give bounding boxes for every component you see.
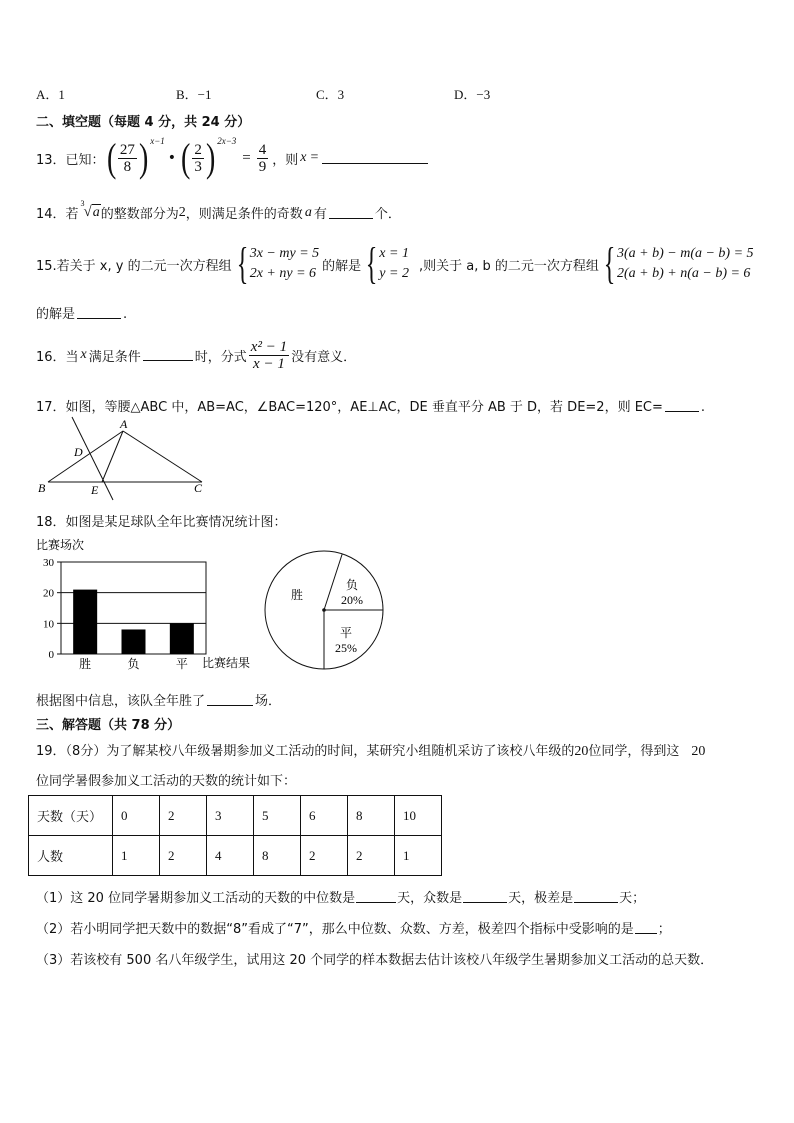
table-cell: 2: [301, 836, 348, 876]
q13-fraction-2: $\frac{2}{3}$: [194, 141, 202, 175]
table-cell: 4: [207, 836, 254, 876]
bar-平: [170, 623, 194, 654]
table-header-cell: 人数: [29, 836, 113, 876]
table-row: [29, 836, 442, 876]
table-header-cell: 天数（天）: [29, 796, 113, 836]
vertex-label-c: C: [194, 481, 203, 495]
option-b: B．−1: [176, 87, 212, 102]
table-cell: 1: [395, 836, 442, 876]
table-cell: 1: [113, 836, 160, 876]
mode-answer-blank[interactable]: [463, 891, 507, 903]
table-cell: 6: [301, 796, 348, 836]
option-d: D．−3: [454, 87, 491, 102]
y-tick-label: 10: [43, 618, 54, 631]
bar-负: [122, 629, 146, 654]
q15-system-2: 3(a + b) − m(a − b) = 5 2(a + b) + n(a − b) = 6: [616, 246, 754, 281]
q15-system-1: 3x − my = 5 2x + ny = 6: [249, 246, 320, 281]
days-table: [28, 795, 442, 876]
q13-fraction-1: $\frac{27}{8}$: [119, 141, 135, 175]
table-cell: 2: [160, 836, 207, 876]
question-19-part-3: （3）若该校有 500 名八年级学生，试用这 20 个同学的样本数据去估计该校八年级学生暑期参加义工活动的总天数．: [36, 953, 714, 968]
table-cell: 2: [348, 836, 395, 876]
q13-exponent-2: 2x−3: [217, 136, 237, 146]
pie-chart: [262, 549, 388, 673]
q14-answer-blank[interactable]: [329, 207, 373, 219]
section-title-solutions: 三、解答题（共 78 分）: [36, 718, 181, 733]
q13-dot: •: [167, 150, 177, 166]
median-answer-blank[interactable]: [356, 891, 396, 903]
pie-percent-平: 25%: [335, 641, 357, 655]
pie-label-负: 负: [345, 578, 359, 592]
option-a: A．1: [36, 87, 65, 102]
q17-answer-blank[interactable]: [665, 400, 699, 412]
question-16: 16．当 x 满足条件 时，分式 $\frac{\text{x² − 1}}{x - 1}$ 没有意义．: [36, 338, 357, 372]
table-cell: 2: [160, 796, 207, 836]
question-13: 13．已知： ( $\frac{27}{8}$ ) x−1 • ( $\frac{2}{3}$ ) 2x−3 = $\frac{4}{9}$ ，则 x =: [36, 134, 428, 182]
bar-胜: [73, 590, 97, 654]
question-15-line-2: 的解是 .: [36, 307, 128, 322]
q15-answer-blank[interactable]: [77, 307, 121, 319]
table-cell: 8: [254, 836, 301, 876]
range-answer-blank[interactable]: [574, 891, 618, 903]
table-row: [29, 796, 442, 836]
question-15: 15.若关于 x, y 的二元一次方程组 { 3x − my = 5 2x + ny = 6 的解是 { x = 1 y = 2 ,则关于 a, b 的二元一次方程组 { 3(a + b) − m(a − b) = 5 2(a + b) + n(a − b) = 6: [36, 239, 754, 288]
q17-triangle-figure: [36, 416, 208, 502]
table-cell: 10: [395, 796, 442, 836]
y-tick-label: 30: [43, 557, 54, 569]
vertex-label-b: B: [38, 481, 46, 495]
vertex-label-a: A: [120, 417, 128, 431]
q16-fraction: $\frac{\text{x² − 1}}{x - 1}$: [250, 338, 288, 372]
question-14: 14．若 3 √a 的整数部分为 2 ，则满足条件的奇数 a 有 个．: [36, 199, 401, 222]
q13-answer-blank[interactable]: [322, 152, 428, 164]
bar-chart-ylabel: 比赛场次: [36, 538, 85, 552]
pie-center: [322, 608, 326, 612]
pie-label-平: 平: [339, 626, 353, 640]
affected-answer-blank[interactable]: [635, 922, 657, 934]
q13-rhs-fraction: $\frac{4}{9}$: [258, 141, 267, 175]
q13-label: 13．已知：: [36, 152, 105, 168]
question-19-part-2: （2）若小明同学把天数中的数据“8”看成了“7”，那么中位数、众数、方差，极差四个指标中受影响的是 ；: [36, 922, 671, 937]
question-19-part-1: （1）这 20 位同学暑期参加义工活动的天数的中位数是 天，众数是 天，极差是 天；: [36, 891, 646, 906]
y-tick-label: 0: [48, 649, 54, 661]
point-label-d: D: [74, 445, 83, 459]
table-cell: 3: [207, 796, 254, 836]
bar-chart: [36, 536, 276, 672]
option-c: C．3: [316, 87, 345, 102]
table-cell: 8: [348, 796, 395, 836]
table-cell: 5: [254, 796, 301, 836]
point-label-e: E: [91, 483, 99, 497]
pie-label-胜: 胜: [290, 588, 304, 602]
q16-answer-blank[interactable]: [143, 349, 193, 361]
x-tick-label: 负: [127, 657, 140, 671]
q18-answer-blank[interactable]: [207, 694, 253, 706]
question-18: 18．如图是某足球队全年比赛情况统计图：: [36, 515, 287, 530]
question-18-answer: 根据图中信息，该队全年胜了 场．: [36, 694, 282, 709]
cube-root-a: 3 √a: [80, 199, 100, 220]
q13-exponent-1: x−1: [150, 136, 165, 146]
x-tick-label: 平: [175, 657, 188, 671]
question-17: 17．如图，等腰△ABC 中，AB=AC，∠BAC=120°，AE⊥AC，DE 垂直平分 AB 于 D，若 DE=2，则 EC= .: [36, 400, 706, 415]
table-cell: 0: [113, 796, 160, 836]
bar-chart-xlabel: 比赛结果: [202, 656, 251, 670]
question-19-intro-2: 位同学暑假参加义工活动的天数的统计如下：: [36, 774, 297, 789]
q15-solution: x = 1 y = 2: [379, 246, 409, 281]
x-tick-label: 胜: [79, 657, 92, 671]
question-19-intro-1: 19．（8分）为了解某校八年级暑期参加义工活动的时间，某研究小组随机采访了该校八年级的20位同学，得到这 20: [36, 744, 706, 759]
section-title-fill-in: 二、填空题（每题 4 分，共 24 分）: [36, 115, 251, 130]
pie-percent-负: 20%: [341, 593, 363, 607]
y-tick-label: 20: [43, 587, 54, 600]
